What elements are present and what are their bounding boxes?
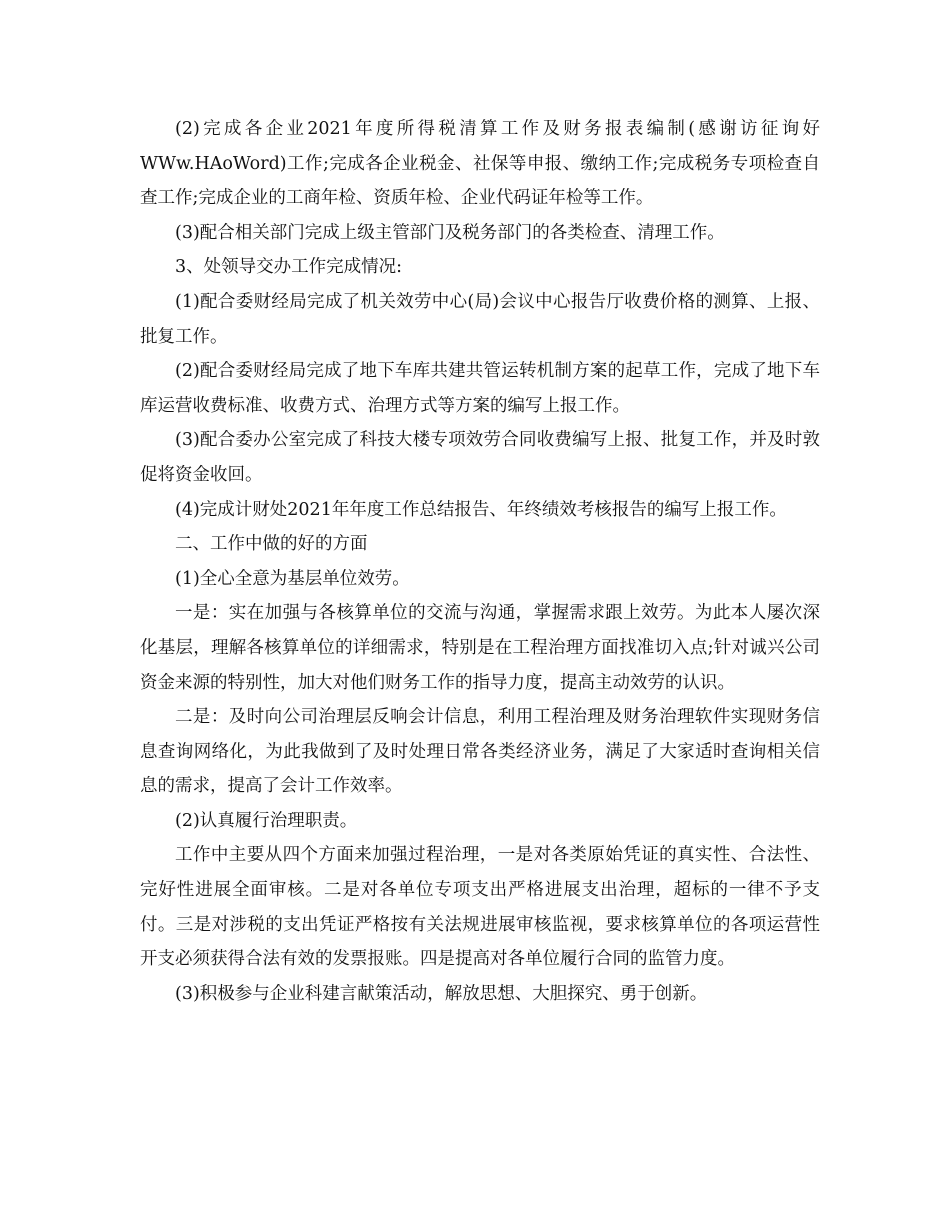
paragraph-inspection-cooperation: (3)配合相关部门完成上级主管部门及税务部门的各类检查、清理工作。	[175, 222, 725, 243]
paragraph-fee-calculation: (1)配合委财经局完成了机关效劳中心(局)会议中心报告厅收费价格的测算、上报、批复工作。	[140, 291, 820, 347]
paragraph-process-management: 工作中主要从四个方面来加强过程治理，一是对各类原始凭证的真实性、合法性、完好性进展全面审核。二是对各单位专项支出严格进展支出治理，超标的一律不予支付。三是对涉税的支出凭证严格按有关法规进展审核监视，要求核算单位的各项运营性开支必须获得合法有效的发票报账。四是提高对各单位履行合同的监管力度。	[140, 845, 820, 970]
paragraph-point-two: 二是：及时向公司治理层反响会计信息，利用工程治理及财务治理软件实现财务信息查询网络化，为此我做到了及时处理日常各类经济业务，满足了大家适时查询相关信息的需求，提高了会计工作效率。	[140, 707, 820, 797]
section-heading-strengths: 二、工作中做的好的方面	[175, 534, 368, 555]
paragraph-serve-units: (1)全心全意为基层单位效劳。	[175, 568, 410, 589]
paragraph-leadership-tasks-heading: 3、处领导交办工作完成情况:	[175, 257, 403, 278]
paragraph-tax-settlement: (2)完成各企业2021年度所得税清算工作及财务报表编制(感谢访征询好WWw.HAoWord)工作;完成各企业税金、社保等申报、缴纳工作;完成税务专项检查自查工作;完成企业的工商年检、资质年检、企业代码证年检等工作。	[140, 119, 820, 209]
paragraph-contract-fees: (3)配合委办公室完成了科技大楼专项效劳合同收费编写上报、批复工作，并及时敦促将资金收回。	[140, 430, 820, 485]
paragraph-management-duties: (2)认真履行治理职责。	[175, 810, 358, 831]
paragraph-innovation: (3)积极参与企业科建言献策活动，解放思想、大胆探究、勇于创新。	[175, 983, 708, 1004]
paragraph-annual-report: (4)完成计财处2021年年度工作总结报告、年终绩效考核报告的编写上报工作。	[175, 499, 787, 520]
paragraph-garage-plan: (2)配合委财经局完成了地下车库共建共管运转机制方案的起草工作，完成了地下车库运营收费标准、收费方式、治理方式等方案的编写上报工作。	[140, 361, 820, 416]
document-body	[140, 112, 820, 1011]
paragraph-point-one: 一是：实在加强与各核算单位的交流与沟通，掌握需求跟上效劳。为此本人屡次深化基层，理解各核算单位的详细需求，特别是在工程治理方面找准切入点;针对诚兴公司资金来源的特别性，加大对他们财务工作的指导力度，提高主动效劳的认识。	[140, 603, 820, 693]
